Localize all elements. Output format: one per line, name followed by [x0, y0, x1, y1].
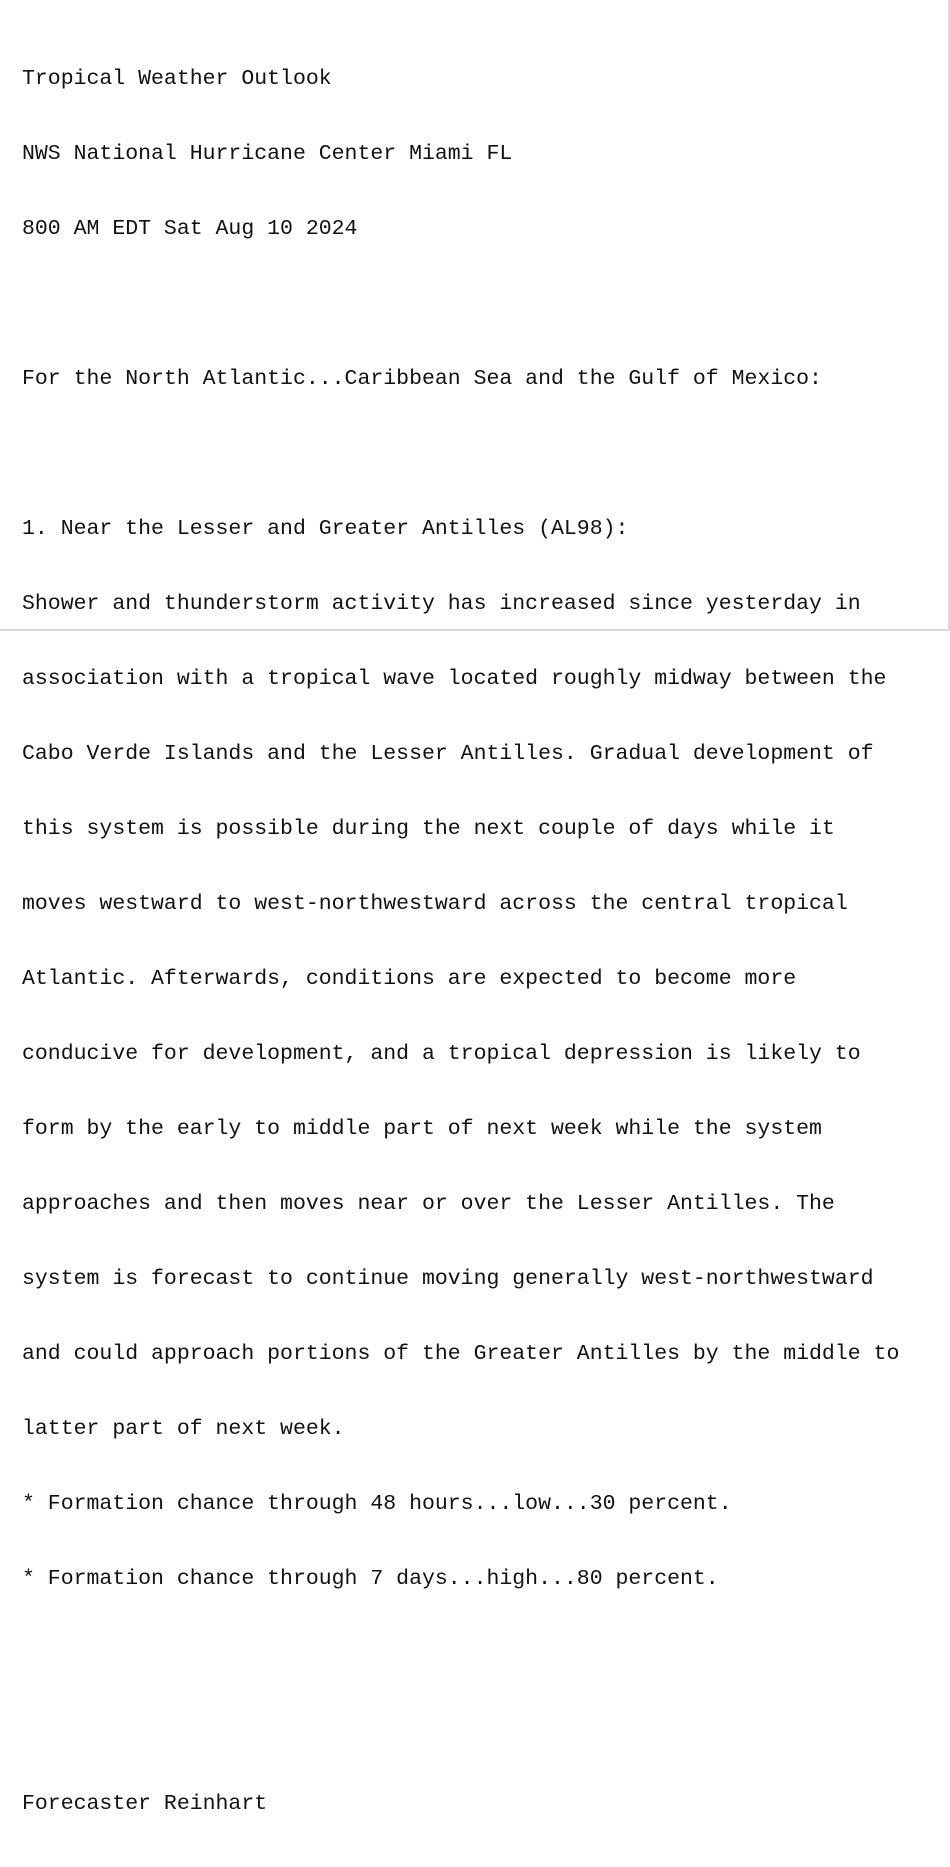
discussion-line: this system is possible during the next couple of days while it: [22, 817, 835, 841]
discussion-line: approaches and then moves near or over the Lesser Antilles. The: [22, 1192, 835, 1216]
outlook-text: [22, 17, 899, 1867]
outlook-scope: For the North Atlantic...Caribbean Sea and the Gulf of Mexico:: [22, 367, 822, 391]
formation-chance-7d: * Formation chance through 7 days...high...80 percent.: [22, 1567, 719, 1591]
discussion-line: Cabo Verde Islands and the Lesser Antilles. Gradual development of: [22, 742, 874, 766]
discussion-line: moves westward to west-northwestward across the central tropical: [22, 892, 848, 916]
system-heading: 1. Near the Lesser and Greater Antilles (AL98):: [22, 517, 629, 541]
discussion-line: association with a tropical wave located roughly midway between the: [22, 667, 887, 691]
discussion-line: Atlantic. Afterwards, conditions are expected to become more: [22, 967, 797, 991]
spacer: [22, 1717, 899, 1742]
discussion-line: and could approach portions of the Greater Antilles by the middle to: [22, 1342, 900, 1366]
issuing-office: NWS National Hurricane Center Miami FL: [22, 142, 513, 166]
spacer: [22, 1642, 899, 1667]
discussion-line: latter part of next week.: [22, 1417, 345, 1441]
discussion-line: system is forecast to continue moving generally west-northwestward: [22, 1267, 874, 1291]
forecaster-signature: Forecaster Reinhart: [22, 1792, 268, 1816]
formation-chance-48h: * Formation chance through 48 hours...low...30 percent.: [22, 1492, 732, 1516]
issue-time: 800 AM EDT Sat Aug 10 2024: [22, 217, 358, 241]
discussion-line: form by the early to middle part of next week while the system: [22, 1117, 822, 1141]
spacer: [22, 292, 899, 317]
document-title: Tropical Weather Outlook: [22, 67, 332, 91]
discussion-line: Shower and thunderstorm activity has increased since yesterday in: [22, 592, 861, 616]
discussion-line: conducive for development, and a tropical depression is likely to: [22, 1042, 861, 1066]
spacer: [22, 442, 899, 467]
